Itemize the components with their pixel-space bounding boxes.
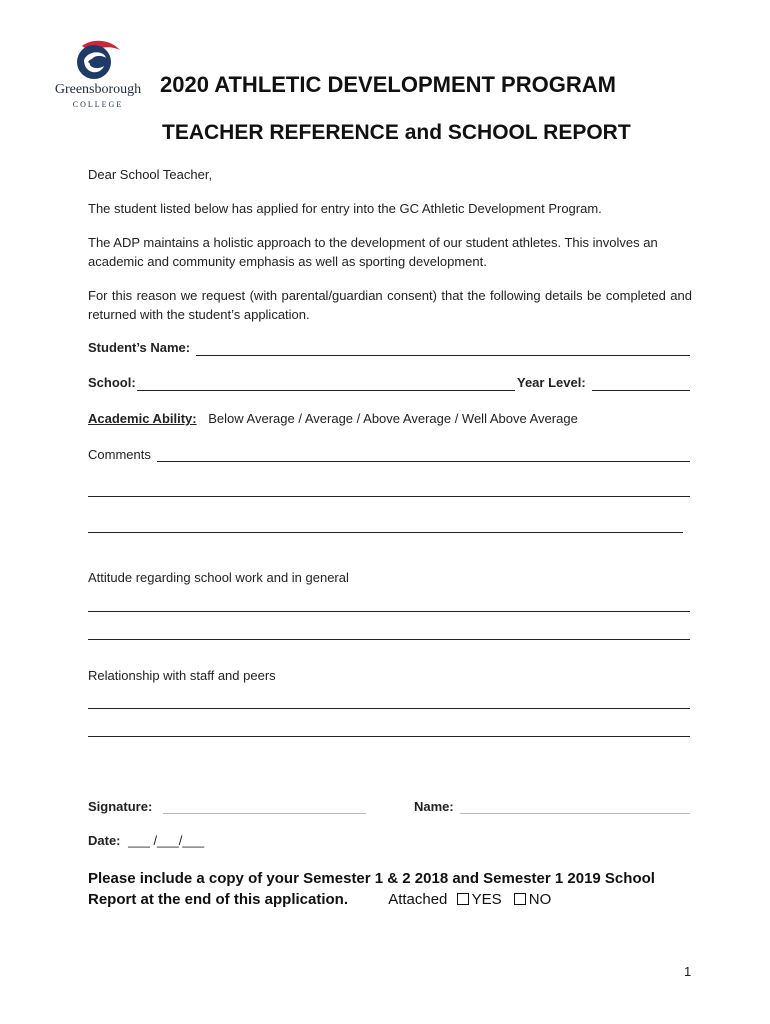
year-level-line[interactable]: [592, 390, 690, 391]
relationship-line-1[interactable]: [88, 708, 690, 709]
approach-paragraph: The ADP maintains a holistic approach to the development of our student athletes. This involves an academic and community emphasis as well as sporting development.: [88, 235, 658, 269]
signature-label: Signature:: [88, 799, 153, 814]
comments-line-1[interactable]: [157, 461, 690, 462]
relationship-label: Relationship with staff and peers: [88, 668, 276, 683]
year-level-label: Year Level:: [517, 375, 586, 390]
no-label: NO: [528, 891, 552, 908]
logo-emblem-icon: [70, 40, 126, 84]
intro-paragraph: The student listed below has applied for entry into the GC Athletic Development Program.: [88, 201, 602, 216]
signature-line[interactable]: [163, 813, 366, 814]
yes-checkbox[interactable]: [457, 893, 469, 905]
attitude-line-2[interactable]: [88, 639, 690, 640]
yes-label: YES: [471, 891, 502, 908]
comments-line-2[interactable]: [88, 496, 690, 497]
academic-ability-label: Academic Ability:: [88, 411, 197, 426]
academic-ability-options[interactable]: Below Average / Average / Above Average / Well Above Average: [208, 411, 578, 426]
no-checkbox[interactable]: [514, 893, 526, 905]
relationship-line-2[interactable]: [88, 736, 690, 737]
comments-label: Comments: [88, 447, 151, 462]
page-number: 1: [684, 964, 692, 979]
logo-name: Greensborough: [54, 82, 142, 97]
date-field[interactable]: ___ /___/___: [128, 833, 205, 848]
salutation: Dear School Teacher,: [88, 167, 213, 182]
date-label: Date:: [88, 833, 121, 848]
report-request-line-2: Report at the end of this application.: [88, 891, 349, 908]
report-request-line-1: Please include a copy of your Semester 1 & 2 2018 and Semester 1 2019 School: [88, 870, 655, 887]
name-line[interactable]: [460, 813, 690, 814]
comments-line-3[interactable]: [88, 532, 683, 533]
logo-subname: COLLEGE: [72, 100, 124, 109]
attached-label: Attached: [388, 891, 448, 908]
college-logo: [48, 40, 148, 112]
request-paragraph: For this reason we request (with parental/guardian consent) that the following details be completed and returned with the student’s application.: [88, 288, 692, 322]
name-label: Name:: [414, 799, 454, 814]
date-row: [88, 833, 692, 848]
attitude-line-1[interactable]: [88, 611, 690, 612]
academic-ability-row: [88, 411, 692, 426]
page-title: 2020 ATHLETIC DEVELOPMENT PROGRAM: [160, 72, 616, 97]
report-request: [88, 868, 708, 910]
attitude-label: Attitude regarding school work and in general: [88, 570, 349, 585]
page-subtitle: TEACHER REFERENCE and SCHOOL REPORT: [162, 121, 631, 144]
student-name-line[interactable]: [196, 355, 690, 356]
student-name-label: Student’s Name:: [88, 340, 191, 355]
school-line[interactable]: [137, 390, 515, 391]
school-label: School:: [88, 375, 136, 390]
